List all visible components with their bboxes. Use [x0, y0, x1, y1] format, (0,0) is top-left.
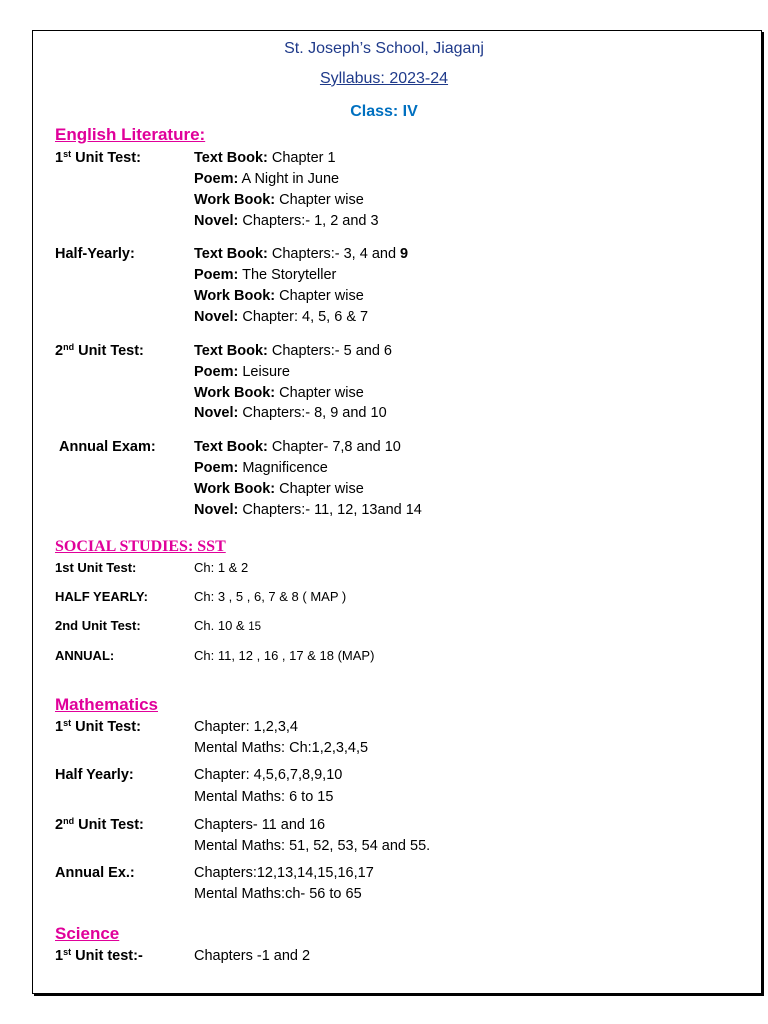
maths-annual-line2: Mental Maths:ch- 56 to 65 — [194, 886, 362, 902]
english-halfyearly-textbook: Text Book: Chapters:- 3, 4 and 9 — [194, 246, 409, 262]
maths-halfyearly-line1: Chapter: 4,5,6,7,8,9,10 — [194, 767, 343, 783]
science-unit1-label: 1st Unit test:- — [55, 947, 143, 964]
school-name: St. Joseph’s School, Jiaganj — [284, 40, 484, 57]
sst-halfyearly-value: Ch: 3 , 5 , 6, 7 & 8 ( MAP ) — [194, 589, 347, 604]
sst-halfyearly-label: HALF YEARLY: — [55, 589, 148, 604]
english-halfyearly-poem: Poem: The Storyteller — [194, 267, 337, 283]
english-unit1-label: 1st Unit Test: — [55, 149, 141, 166]
english-annual-novel: Novel: Chapters:- 11, 12, 13and 14 — [194, 502, 422, 518]
maths-unit2-line1: Chapters- 11 and 16 — [194, 817, 326, 833]
english-annual-label: Annual Exam: — [59, 439, 156, 455]
maths-annual-line1: Chapters:12,13,14,15,16,17 — [194, 865, 374, 881]
english-unit2-label: 2nd Unit Test: — [55, 342, 144, 359]
english-annual-workbook: Work Book: Chapter wise — [194, 481, 364, 497]
maths-unit1-label: 1st Unit Test: — [55, 718, 141, 735]
english-annual-poem: Poem: Magnificence — [194, 460, 328, 476]
maths-heading: Mathematics — [55, 695, 158, 714]
sst-unit2-value: Ch. 10 & 15 — [194, 618, 261, 633]
english-unit1-novel: Novel: Chapters:- 1, 2 and 3 — [194, 213, 379, 229]
english-unit1-poem: Poem: A Night in June — [194, 171, 340, 187]
english-unit2-novel: Novel: Chapters:- 8, 9 and 10 — [194, 405, 387, 421]
science-heading: Science — [55, 924, 120, 943]
syllabus-title — [0, 70, 768, 88]
sst-annual-value: Ch: 11, 12 , 16 , 17 & 18 (MAP) — [194, 648, 375, 663]
maths-unit1-line1: Chapter: 1,2,3,4 — [194, 719, 298, 735]
english-unit2-poem: Poem: Leisure — [194, 364, 290, 380]
english-unit1-workbook: Work Book: Chapter wise — [194, 192, 364, 208]
sst-unit1-label: 1st Unit Test: — [55, 560, 137, 575]
maths-halfyearly-line2: Mental Maths: 6 to 15 — [194, 789, 334, 805]
english-halfyearly-label: Half-Yearly: — [55, 246, 135, 262]
maths-unit2-label: 2nd Unit Test: — [55, 816, 144, 833]
english-annual-textbook: Text Book: Chapter- 7,8 and 10 — [194, 439, 401, 455]
maths-unit1-line2: Mental Maths: Ch:1,2,3,4,5 — [194, 740, 369, 756]
sst-unit2-label: 2nd Unit Test: — [55, 618, 141, 633]
sst-annual-label: ANNUAL: — [55, 648, 115, 663]
syllabus-text: Syllabus: 2023-24 — [319, 70, 449, 87]
english-heading: English Literature: — [55, 125, 206, 144]
class-title: Class: IV — [350, 103, 418, 120]
maths-unit2-line2: Mental Maths: 51, 52, 53, 54 and 55. — [194, 838, 431, 854]
maths-annual-label: Annual Ex.: — [55, 865, 135, 881]
english-halfyearly-workbook: Work Book: Chapter wise — [194, 288, 364, 304]
english-halfyearly-novel: Novel: Chapter: 4, 5, 6 & 7 — [194, 309, 369, 325]
english-unit2-workbook: Work Book: Chapter wise — [194, 385, 364, 401]
english-unit1-textbook: Text Book: Chapter 1 — [194, 150, 336, 166]
sst-unit1-value: Ch: 1 & 2 — [194, 560, 249, 575]
maths-halfyearly-label: Half Yearly: — [55, 767, 134, 783]
english-unit2-textbook: Text Book: Chapters:- 5 and 6 — [194, 343, 392, 359]
science-unit1-value: Chapters -1 and 2 — [194, 948, 311, 964]
sst-heading: SOCIAL STUDIES: SST — [55, 538, 226, 555]
